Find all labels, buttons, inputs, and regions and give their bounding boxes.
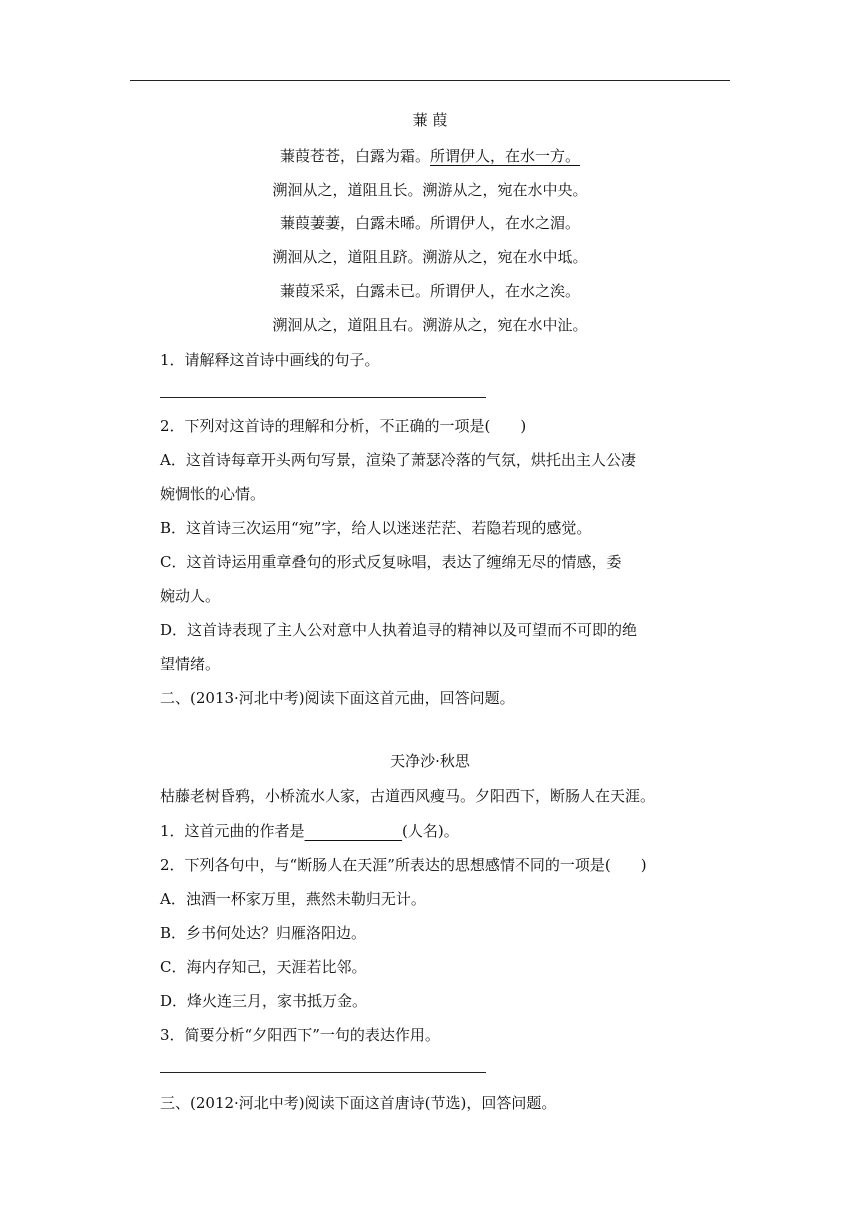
question-1: 1．请解释这首诗中画线的句子。 (160, 351, 380, 369)
question-2: 2．下列对这首诗的理解和分析，不正确的一项是( ) (160, 417, 527, 435)
qu-question-1 (160, 821, 459, 841)
qu-option-d: D．烽火连三月，家书抵万金。 (160, 992, 368, 1010)
poem-line-1-start: 蒹葭苍苍，白露为霜。 (279, 147, 430, 165)
poem-line-1 (130, 146, 730, 166)
answer-blank-line (160, 397, 486, 398)
option-c-line-2: 婉动人。 (160, 587, 221, 605)
section-3-heading: 三、(2012·河北中考)阅读下面这首唐诗(节选)，回答问题。 (160, 1094, 557, 1112)
option-d-line-1: D．这首诗表现了主人公对意中人执着追寻的精神以及可望而不可即的绝 (160, 621, 638, 639)
qu-option-c: C．海内存知己，天涯若比邻。 (160, 958, 367, 976)
poem-line-5: 蒹葭采采，白露未已。所谓伊人，在水之涘。 (279, 282, 580, 300)
poem-line-2: 溯洄从之，道阻且长。溯游从之，宛在水中央。 (272, 181, 588, 199)
poem-line-6: 溯洄从之，道阻且右。溯游从之，宛在水中沚。 (272, 316, 588, 334)
qu-question-2: 2．下列各句中，与“断肠人在天涯”所表达的思想感情不同的一项是( ) (160, 856, 647, 874)
poem-line-4: 溯洄从之，道阻且跻。溯游从之，宛在水中坻。 (272, 248, 588, 266)
option-c-line-1: C．这首诗运用重章叠句的形式反复咏唱，表达了缠绵无尽的情感，委 (160, 553, 622, 571)
underlined-sentence: 所谓伊人，在水一方。 (430, 147, 581, 165)
qu-text: 枯藤老树昏鸦，小桥流水人家，古道西风瘦马。夕阳西下，断肠人在天涯。 (160, 787, 656, 805)
poem-title: 蒹 葭 (412, 111, 448, 129)
qu-option-a: A．浊酒一杯家万里，燕然未勒归无计。 (160, 890, 426, 908)
poem-line-3: 蒹葭萋萋，白露未晞。所谓伊人，在水之湄。 (279, 214, 580, 232)
fill-blank (305, 822, 403, 840)
qu-title: 天净沙·秋思 (390, 752, 470, 770)
option-a-line-2: 婉惆怅的心情。 (160, 485, 266, 503)
option-a-line-1: A．这首诗每章开头两句写景，渲染了萧瑟冷落的气氛，烘托出主人公凄 (160, 451, 636, 469)
answer-blank-line-2 (160, 1072, 486, 1073)
qu-question-1-end: (人名)。 (402, 822, 459, 840)
section-2-heading: 二、(2013·河北中考)阅读下面这首元曲，回答问题。 (160, 689, 515, 707)
option-b: B．这首诗三次运用“宛”字，给人以迷迷茫茫、若隐若现的感觉。 (160, 519, 592, 537)
option-d-line-2: 望情绪。 (160, 655, 221, 673)
header-rule (130, 80, 730, 81)
qu-question-1-start: 1．这首元曲的作者是 (160, 822, 305, 840)
qu-option-b: B．乡书何处达？归雁洛阳边。 (160, 924, 367, 942)
qu-question-3: 3．简要分析“夕阳西下”一句的表达作用。 (160, 1026, 440, 1044)
